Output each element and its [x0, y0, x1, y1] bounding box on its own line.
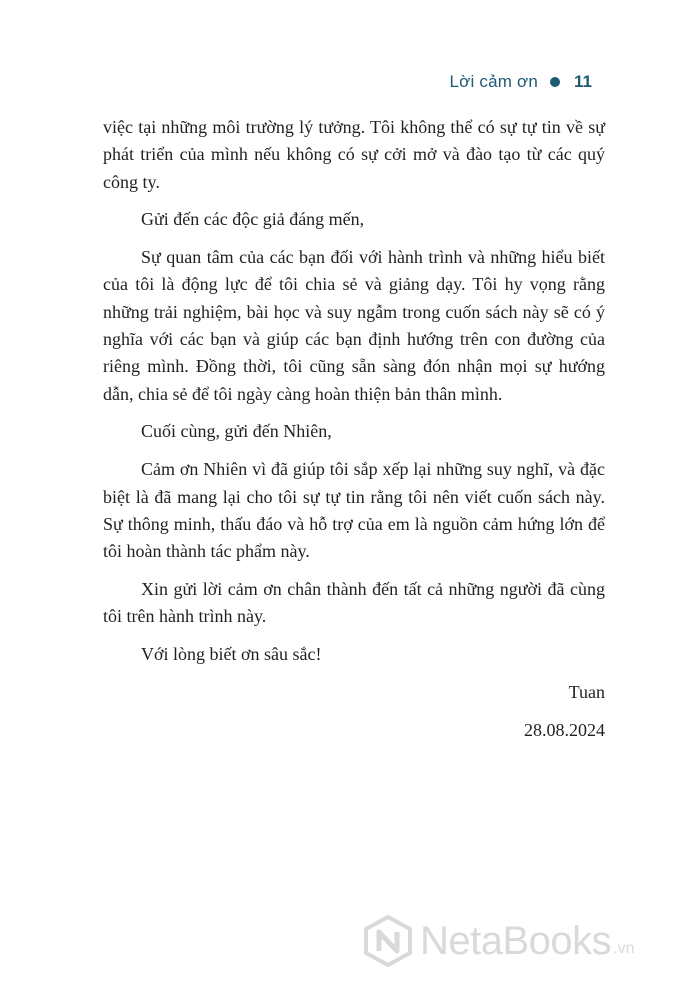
watermark-suffix: .vn [613, 940, 635, 957]
paragraph: Với lòng biết ơn sâu sắc! [141, 644, 322, 665]
paragraph: Cuối cùng, gửi đến Nhiên, [141, 421, 332, 442]
chapter-title: Lời cảm ơn [449, 72, 539, 91]
signature: Tuan [568, 681, 605, 702]
bullet-dot-icon [550, 77, 560, 87]
letter-date: 28.08.2024 [524, 719, 605, 740]
page-body [103, 114, 605, 754]
paragraph: Sự quan tâm của các bạn đối với hành trình và những hiểu biết của tôi là động lực để tôi chia sẻ và giảng dạy. Tôi hy vọng rằng những trải nghiệm, bài học và suy ngẫm trong cuốn sách này sẽ có ý nghĩa với các bạn và giúp các bạn định hướng trên con đường của riêng mình. Đồng thời, tôi cũng sẵn sàng đón nhận mọi sự hướng dẫn, chia sẻ để tôi ngày càng hoàn thiện bản thân mình. [103, 247, 605, 404]
running-header [449, 72, 592, 92]
paragraph: Cảm ơn Nhiên vì đã giúp tôi sắp xếp lại những suy nghĩ, và đặc biệt là đã mang lại cho tôi sự tự tin rằng tôi nên viết cuốn sách này. Sự thông minh, thấu đáo và hỗ trợ của em là nguồn cảm hứng lớn để tôi hoàn thành tác phẩm này. [103, 459, 605, 562]
paragraph: việc tại những môi trường lý tưởng. Tôi không thể có sự tự tin về sự phát triển của mình nếu không có sự cởi mở và đào tạo từ các quý công ty. [103, 117, 605, 192]
paragraph: Gửi đến các độc giả đáng mến, [141, 209, 365, 230]
paragraph: Xin gửi lời cảm ơn chân thành đến tất cả những người đã cùng tôi trên hành trình này. [103, 578, 605, 627]
netabooks-logo-icon [362, 915, 414, 967]
watermark [362, 915, 635, 967]
watermark-brand: NetaBooks [420, 918, 612, 963]
page-number: 11 [574, 72, 592, 91]
